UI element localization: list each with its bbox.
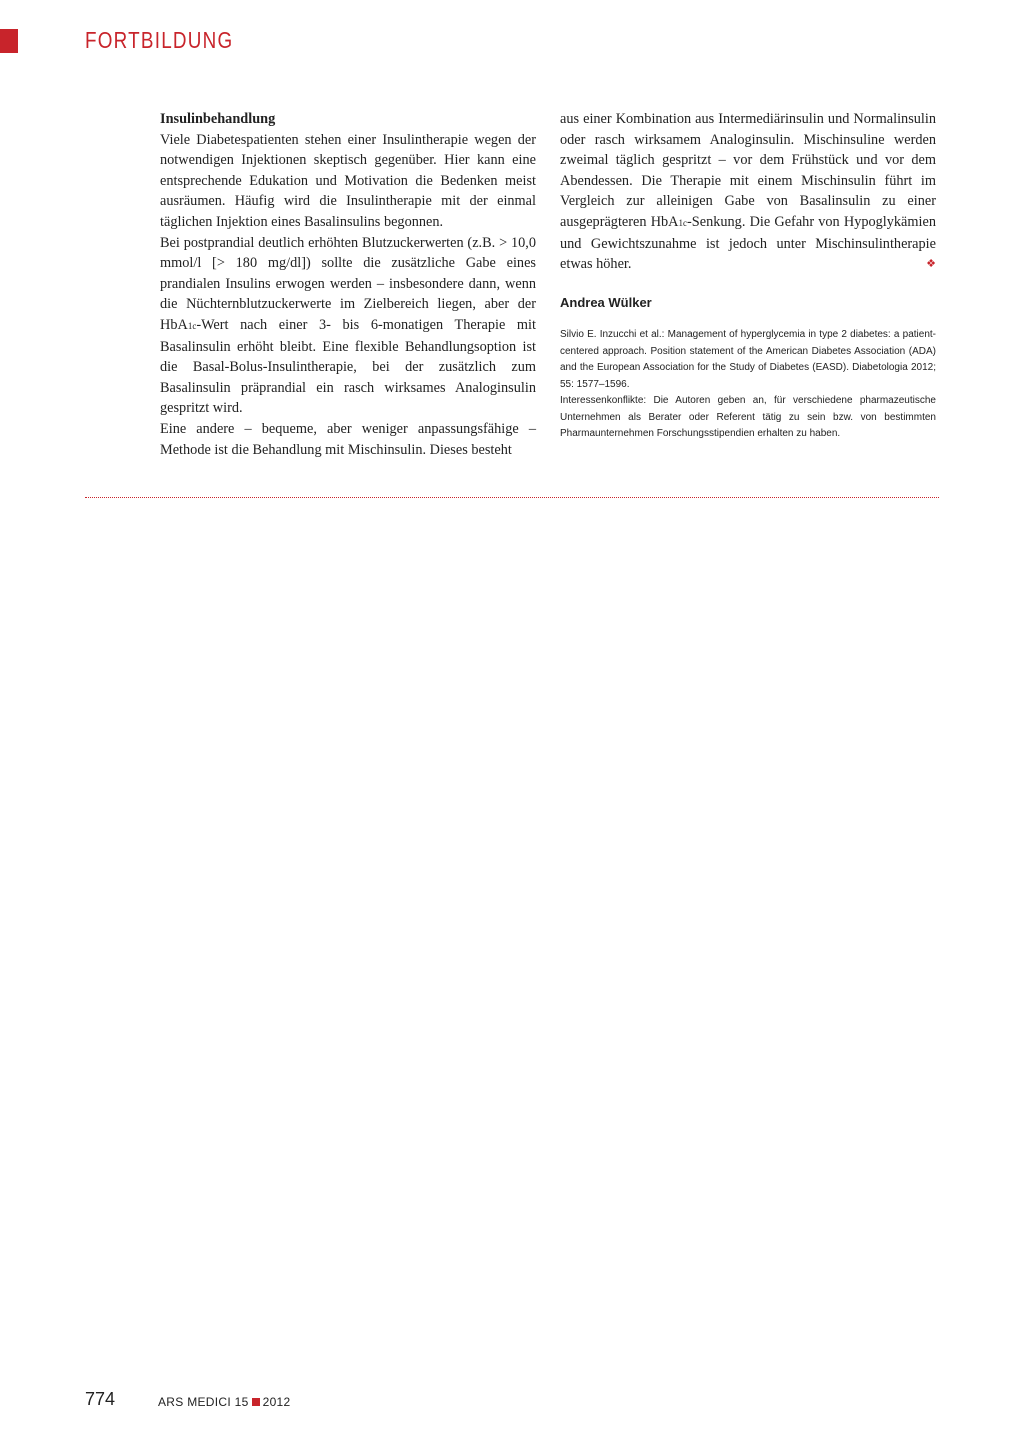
section-title: FORTBILDUNG bbox=[85, 27, 234, 53]
left-column bbox=[160, 109, 536, 460]
paragraph: Bei postprandial deutlich erhöhten Blutzuckerwerten (z.B. > 10,0 mmol/l [> 180 mg/dl]) sollte die zusätzliche Gabe eines prandialen Insulins erwogen werden – insbesondere dann, wenn die Nüchternblutzuckerwerte im Zielbereich liegen, aber der HbA1c-Wert nach einer 3- bis 6-monatigen Therapie mit Basalinsulin erhöht bleibt. Eine flexible Behandlungsoption ist die Basal-Bolus-Insulintherapie, bei der zusätzlich zum Basalinsulin präprandial ein rasch wirksames Analoginsulin gespritzt wird. bbox=[160, 234, 536, 417]
right-column bbox=[560, 109, 936, 443]
page-number: 774 bbox=[85, 1389, 116, 1409]
paragraph: aus einer Kombination aus Intermediärinsulin und Normalinsulin oder rasch wirksamem Analoginsulin. Mischinsuline werden zweimal täglich gespritzt – vor dem Frühstück und vor dem Abendessen. Die Therapie mit einem Mischinsulin führt im Vergleich zur alleinigen Gabe von Basalinsulin zu einer ausgeprägteren HbA1c-Senkung. Die Gefahr von Hypoglykämien und Gewichtszunahme ist jedoch unter Mischinsulintherapie etwas höher. ❖ bbox=[560, 109, 936, 275]
article-heading: Insulinbehandlung bbox=[160, 111, 276, 127]
reference: Silvio E. Inzucchi et al.: Management of hyperglycemia in type 2 diabetes: a patient-centered approach. Position statement of the American Diabetes Association (ADA) and the European Association for the Study of Diabetes (EASD). Diabetologia 2012; 55: 1577–1596. bbox=[560, 329, 936, 390]
conflict-of-interest: Interessenkonflikte: Die Autoren geben an, für verschiedene pharmazeutische Unternehmen als Berater oder Referent tätig zu sein bzw. von bestimmten Pharmaunternehmen Forschungsstipendien erhalten zu haben. bbox=[560, 395, 936, 440]
author-name: Andrea Wülker bbox=[560, 294, 652, 310]
paragraph: Viele Diabetespatienten stehen einer Insulintherapie wegen der notwendigen Injektionen skeptisch gegenüber. Hier kann eine entsprechende Edukation und Motivation die Bedenken meist ausräumen. Häufig wird die Insulintherapie mit der einmal täglichen Injektion eines Basalinsulins begonnen. bbox=[160, 131, 536, 230]
square-separator-icon bbox=[252, 1398, 260, 1406]
section-color-marker bbox=[0, 29, 18, 53]
journal-info: ARS MEDICI 15 2012 bbox=[158, 1395, 291, 1409]
end-of-article-icon: ❖ bbox=[926, 258, 936, 271]
paragraph: Eine andere – bequeme, aber weniger anpassungsfähige – Methode ist die Behandlung mit Mischinsulin. Dieses besteht bbox=[160, 420, 536, 458]
dotted-divider bbox=[85, 497, 939, 498]
